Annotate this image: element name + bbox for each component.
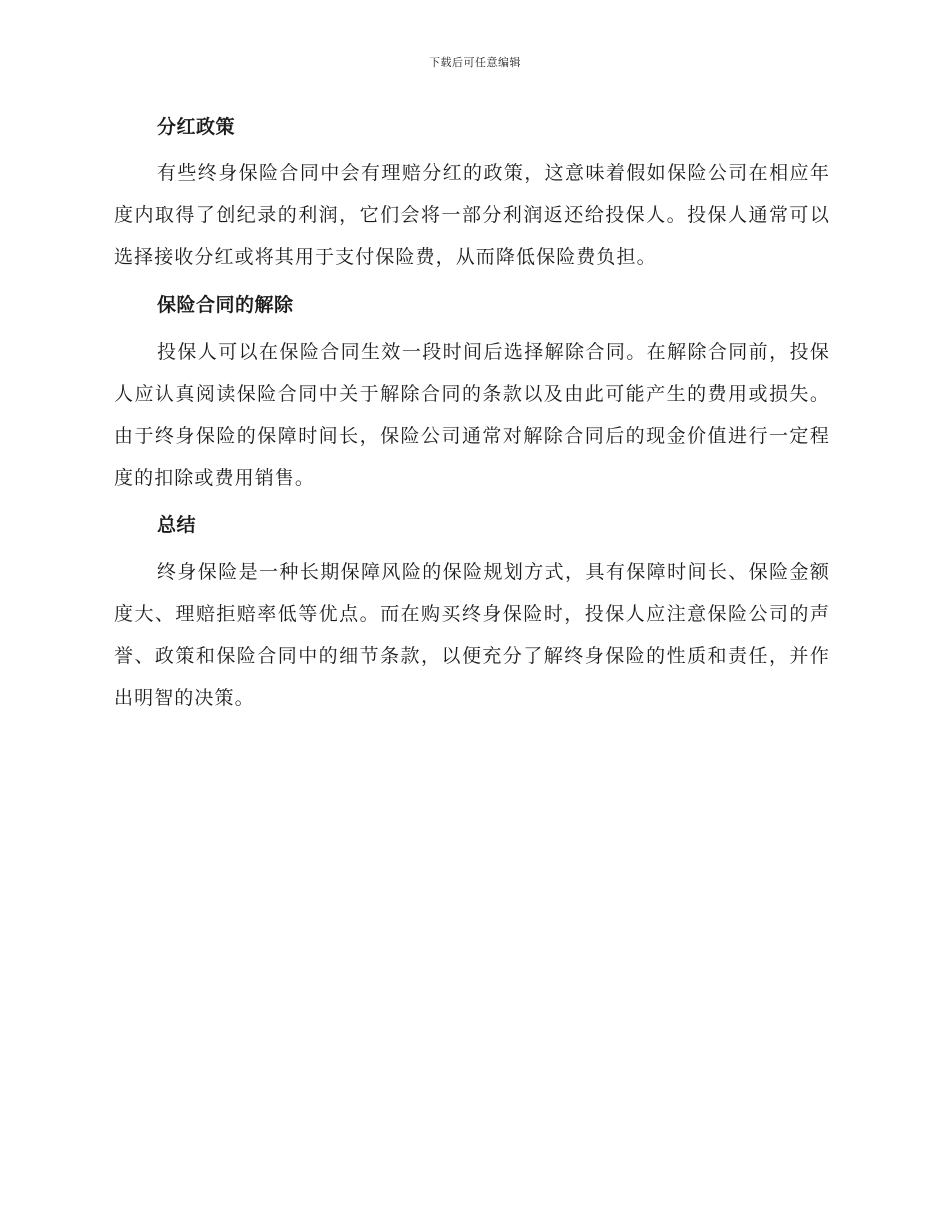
- document-body: [114, 111, 830, 719]
- section-heading-summary: 总结: [157, 514, 197, 536]
- section-paragraph-dividend-policy: 有些终身保险合同中会有理赔分红的政策，这意味着假如保险公司在相应年度内取得了创纪录的利润，它们会将一部分利润返还给投保人。投保人通常可以选择接收分红或将其用于支付保险费，从而降低保险费负担。: [114, 162, 830, 268]
- section-paragraph-summary: 终身保险是一种长期保障风险的保险规划方式，具有保障时间长、保险金额度大、理赔拒赔率低等优点。而在购买终身保险时，投保人应注意保险公司的声誉、政策和保险合同中的细节条款，以便充分了解终身保险的性质和责任，并作出明智的决策。: [114, 561, 830, 709]
- header-note: 下载后可任意编辑: [429, 56, 521, 69]
- section-heading-contract-termination: 保险合同的解除: [157, 294, 294, 316]
- section-heading-dividend-policy: 分红政策: [157, 116, 236, 138]
- section-paragraph-contract-termination: 投保人可以在保险合同生效一段时间后选择解除合同。在解除合同前，投保人应认真阅读保险合同中关于解除合同的条款以及由此可能产生的费用或损失。由于终身保险的保障时间长，保险公司通常对解除合同后的现金价值进行一定程度的扣除或费用销售。: [114, 341, 830, 489]
